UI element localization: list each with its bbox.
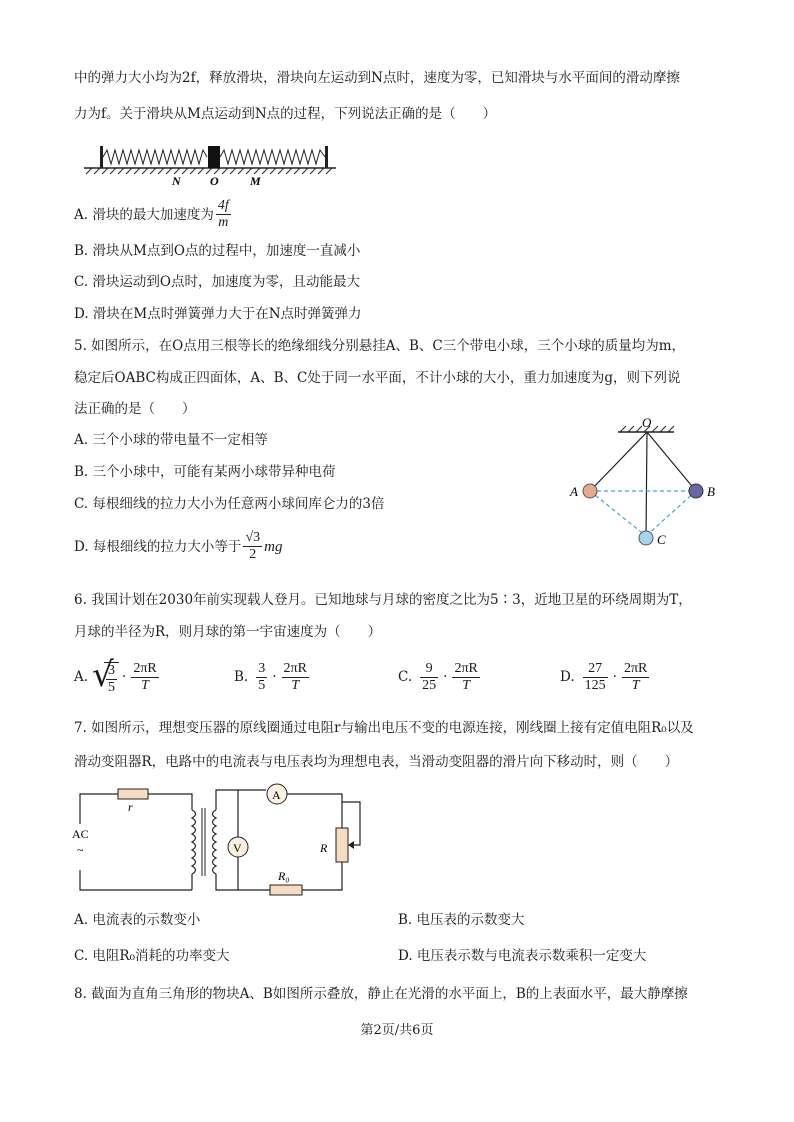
- option-label: D.: [560, 669, 575, 685]
- label-r: r: [128, 800, 133, 814]
- q4-stem-line2: 力为f。关于滑块从M点运动到N点的过程，下列说法正确的是（ ）: [74, 106, 497, 122]
- q5-stem-line1: 5. 如图所示，在O点用三根等长的绝缘细线分别悬挂A、B、C三个带电小球，三个小球的质量均为m，: [74, 338, 686, 354]
- fraction-numerator: 9: [420, 661, 438, 678]
- fraction-numerator: √ 3: [108, 663, 116, 678]
- q4-option-a-text: A. 滑块的最大加速度为: [74, 206, 214, 223]
- q7-circuit-figure: [70, 780, 390, 900]
- q5-stem-line2: 稳定后OABC构成正四面体，A、B、C处于同一水平面，不计小球的大小，重力加速度为g，则下列说: [74, 370, 681, 386]
- label-tilde: ~: [77, 843, 84, 857]
- fraction-numerator: √3: [245, 530, 261, 545]
- q4-option-a: [74, 198, 233, 231]
- resistor-r0: [270, 885, 302, 895]
- fraction-denominator: T: [462, 677, 471, 693]
- coefficient: [420, 661, 438, 694]
- q6-stem-line1: 6. 我国计划在2030年前实现载人登月。已知地球与月球的密度之比为5∶3，近地卫星的环绕周期为T，: [74, 592, 692, 608]
- secondary-coil: [213, 810, 217, 874]
- q6-option-a: A. √ $\frac{3}{5}$ · $\frac{2\pi R}{T}$: [74, 655, 161, 699]
- q4-option-d: D. 滑块在M点时弹簧弹力大于在N点时弹簧弹力: [74, 306, 362, 322]
- q5-option-d-text: D. 每根细线的拉力大小等于: [74, 538, 242, 555]
- q4-option-c: C. 滑块运动到O点时，加速度为零，且动能最大: [74, 274, 360, 290]
- q5-option-c: C. 每根细线的拉力大小为任意两小球间库仑力的3倍: [74, 496, 385, 512]
- label-N: N: [172, 174, 181, 188]
- q6-stem-line2: 月球的半径为R，则月球的第一宇宙速度为（ ）: [74, 624, 382, 640]
- fraction: [131, 661, 158, 694]
- coefficient: [256, 661, 267, 694]
- q4-spring-figure: [80, 140, 340, 188]
- q6-option-d: D. $\frac{27}{125}$ · $\frac{2\pi R}{T}$: [560, 660, 648, 693]
- q6-option-b: B. $\frac{3}{5}$ · $\frac{2\pi R}{T}$: [234, 660, 307, 693]
- coefficient: [583, 661, 608, 694]
- primary-coil: [192, 810, 196, 874]
- option-label: C.: [398, 669, 413, 685]
- q4-option-b: B. 滑块从M点到O点的过程中，加速度一直减小: [74, 243, 361, 259]
- q7-stem-line1: 7. 如图所示，理想变压器的原线圈通过电阻r与输出电压不变的电源连接，刚线圈上接有定值电阻R₀以及: [74, 720, 694, 736]
- ball-b: [689, 484, 703, 498]
- option-label: A.: [74, 669, 89, 685]
- q5-option-d-fraction: [243, 530, 262, 563]
- label-ac: AC: [72, 827, 89, 841]
- fraction: [452, 661, 479, 694]
- fraction-numerator: 27: [583, 661, 608, 678]
- fraction-numerator: 2πR: [283, 660, 307, 676]
- coefficient: [106, 663, 117, 696]
- q5-tetrahedron-figure: [562, 414, 732, 552]
- sqrt-sign: [92, 658, 119, 696]
- fraction-numerator: 2πR: [133, 660, 157, 676]
- q5-option-a: A. 三个小球的带电量不一定相等: [74, 432, 268, 448]
- label-O: O: [642, 415, 652, 430]
- rheostat-r: [336, 828, 348, 862]
- fraction-denominator: 5: [258, 677, 266, 693]
- fraction-denominator: m: [218, 215, 229, 230]
- q5-option-d: [74, 530, 282, 563]
- fraction-numerator: 4f: [217, 198, 229, 213]
- q5-option-b: B. 三个小球中，可能有某两小球带异种电荷: [74, 464, 336, 480]
- fraction-denominator: 125: [584, 677, 606, 693]
- q6-options: [0, 655, 794, 699]
- q5-option-d-suffix: mg: [264, 538, 283, 555]
- q7-stem-line2: 滑动变阻器R，电路中的电流表与电压表均为理想电表，当滑动变阻器的滑片向下移动时，则（ ）: [74, 754, 679, 770]
- option-label: B.: [234, 669, 249, 685]
- fraction-denominator: 2: [249, 547, 257, 562]
- label-M: M: [250, 174, 261, 188]
- fraction-numerator: 2πR: [454, 660, 478, 676]
- fraction-denominator: T: [291, 677, 300, 693]
- fraction-denominator: 5: [108, 680, 116, 695]
- label-C: C: [657, 532, 666, 547]
- label-r0: R₀: [278, 869, 290, 883]
- fraction-numerator: 3: [258, 660, 266, 676]
- q8-stem-line1: 8. 截面为直角三角形的物块A、B如图所示叠放，静止在光滑的水平面上，B的上表面水平，最大静摩擦: [74, 986, 688, 1002]
- fraction: [282, 661, 309, 694]
- q6-option-c: C. $\frac{9}{25}$ · $\frac{2\pi R}{T}$: [398, 660, 478, 693]
- q4-option-a-fraction: [216, 198, 231, 231]
- fraction-denominator: 25: [422, 677, 437, 693]
- q7-option-c: C. 电阻R₀消耗的功率变大: [74, 948, 230, 964]
- q7-option-d: D. 电压表示数与电流表示数乘积一定变大: [398, 948, 647, 964]
- fraction-denominator: T: [631, 677, 640, 693]
- label-R: R: [320, 841, 328, 855]
- ball-a: [583, 484, 597, 498]
- fraction-numerator: 2πR: [623, 660, 648, 676]
- ball-c: [639, 531, 653, 545]
- q4-stem-line1: 中的弹力大小均为2f，释放滑块，滑块向左运动到N点时，速度为零，已知滑块与水平面间的滑动摩擦: [74, 70, 680, 86]
- fraction-denominator: T: [141, 677, 149, 693]
- label-ammeter: A: [272, 788, 281, 802]
- resistor-r: [118, 789, 148, 799]
- label-O: O: [210, 174, 219, 188]
- label-A: A: [570, 484, 578, 499]
- label-B: B: [707, 484, 715, 499]
- label-voltmeter: V: [233, 841, 242, 855]
- fraction: [622, 661, 649, 694]
- page-number: 第2页/共6页: [360, 1023, 434, 1038]
- q7-option-b: B. 电压表的示数变大: [398, 912, 525, 928]
- q7-option-a: A. 电流表的示数变小: [74, 912, 201, 928]
- q5-stem-line3: 法正确的是（ ）: [74, 401, 196, 417]
